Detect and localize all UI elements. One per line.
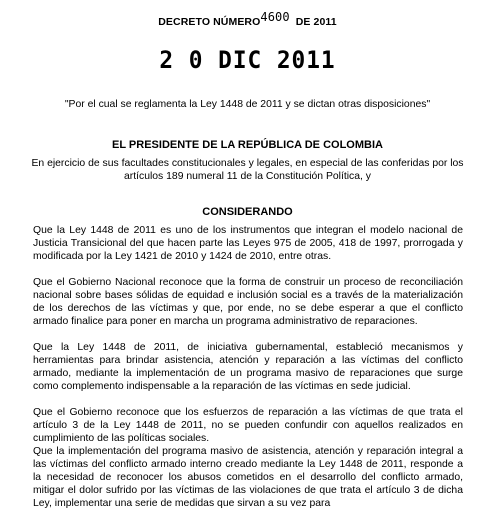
considerando-paragraph: Que la Ley 1448 de 2011 es uno de los instrumentos que integran el modelo nacional de Justicia Transicional del que hacen parte las Leyes 975 de 2005, 418 de 1997, prorrogada y modificada por la Ley 1421 de 2010 y 1424 de 2010, entre otras. [33, 225, 463, 263]
ejercicio-paragraph: En ejercicio de sus facultades constitucionales y legales, en especial de las conferidas por los artículos 189 numeral 11 de la Constitución Política, y [31, 158, 464, 182]
considerando-paragraph: Que el Gobierno Nacional reconoce que la forma de construir un proceso de reconciliación nacional sobre bases sólidas de equidad e inclusión social es a través de la materialización de los derechos de las víctimas y que, por ende, no se debe esperar a que el conflicto armado finalice para poner en marcha un programa administrativo de reparaciones. [33, 277, 463, 328]
decreto-prefix: DECRETO NÚMERO [158, 16, 261, 28]
date-stamp: 2 0 DIC 2011 [159, 46, 336, 74]
considerando-paragraph: Que el Gobierno reconoce que los esfuerzos de reparación a las víctimas de que trata el artículo 3 de la Ley 1448 de 2011, no se pueden confundir con aquellos realizados en cumplimiento de las políticas sociales. [33, 407, 463, 445]
decreto-number: 4600 [260, 10, 290, 24]
decreto-suffix: DE 2011 [295, 16, 337, 28]
considerando-paragraph: Que la Ley 1448 de 2011, de iniciativa gubernamental, estableció mecanismos y herramientas para brindar asistencia, atención y reparación a las víctimas del conflicto armado, mediante la implementación de un programa masivo de reparaciones que surge como complemento indispensable a la reparación de las víctimas en sede judicial. [33, 342, 463, 393]
considerando-heading: CONSIDERANDO [202, 206, 293, 218]
decree-subtitle: "Por el cual se reglamenta la Ley 1448 de 2011 y se dictan otras disposiciones" [64, 99, 431, 110]
decreto-header [0, 10, 495, 28]
considerando-paragraph: Que la implementación del programa masivo de asistencia, atención y reparación integral a las víctimas del conflicto armado interno creado mediante la Ley 1448 de 2011, responde a la necesidad de reconocer los abusos cometidos en el desarrollo del conflicto armado, mitigar el dolor sufrido por las víctimas de las violaciones de que trata el artículo 3 de dicha Ley, implementar una serie de medidas que sirvan a su vez para [33, 446, 463, 510]
issuer-heading: EL PRESIDENTE DE LA REPÚBLICA DE COLOMBIA [112, 139, 383, 151]
